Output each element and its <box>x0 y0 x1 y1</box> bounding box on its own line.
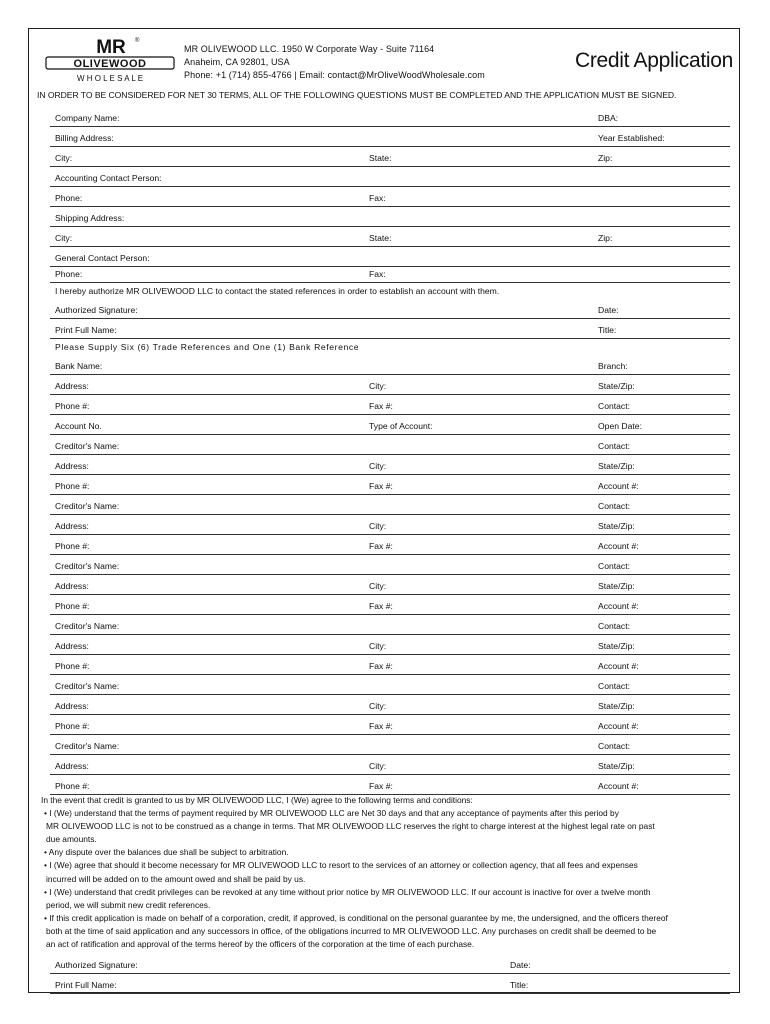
account-num-label: Account #: <box>598 721 639 731</box>
creditors-name-label: Creditor's Name: <box>55 621 120 631</box>
row-creditor-address[interactable] <box>50 575 730 595</box>
city-label: City: <box>369 381 387 391</box>
document-title: Credit Application <box>574 49 733 72</box>
zip-label: Zip: <box>598 153 613 163</box>
address-label: Address: <box>55 641 89 651</box>
term-revocation-line1: • I (We) understand that credit privileges can be revoked at any time without prior notice by MR OLIVEWOOD LLC. If our account is inactive for over a twelve month <box>44 886 651 897</box>
contact-label: Contact: <box>598 741 631 751</box>
row-billing-city[interactable] <box>50 147 730 167</box>
account-num-label: Account #: <box>598 661 639 671</box>
fax-num-label: Fax #: <box>369 781 393 791</box>
creditors-name-label: Creditor's Name: <box>55 681 120 691</box>
contact-label: Contact: <box>598 401 631 411</box>
state-zip-label: State/Zip: <box>598 461 635 471</box>
zip-label: Zip: <box>598 233 613 243</box>
logo-tag-text: W H O L E S A L E <box>76 74 144 83</box>
phone-label: Phone: <box>55 269 83 279</box>
date-label: Date: <box>598 305 619 315</box>
authorized-signature-label: Authorized Signature: <box>55 960 138 970</box>
row-final-print-name[interactable] <box>50 974 730 994</box>
final-signature-section <box>50 954 730 994</box>
row-authorized-signature[interactable] <box>50 299 730 319</box>
city-label: City: <box>369 581 387 591</box>
phone-num-label: Phone #: <box>55 541 90 551</box>
logo-sub-text: OLIVEWOOD <box>73 58 147 70</box>
year-established-label: Year Established: <box>598 133 665 143</box>
company-name-label: Company Name: <box>55 113 120 123</box>
row-creditor-address[interactable] <box>50 455 730 475</box>
billing-address-label: Billing Address: <box>55 133 114 143</box>
applicant-section <box>50 107 730 795</box>
fax-num-label: Fax #: <box>369 481 393 491</box>
date-label: Date: <box>510 960 531 970</box>
state-label: State: <box>369 233 392 243</box>
term-net30-line2: MR OLIVEWOOD LLC is not to be construed as a change in terms. That MR OLIVEWOOD LLC reserves the right to charge interest at the highest legal rate on past <box>46 821 655 832</box>
row-general-contact[interactable] <box>50 247 730 267</box>
row-shipping-address[interactable] <box>50 207 730 227</box>
print-full-name-label: Print Full Name: <box>55 980 117 990</box>
address-label: Address: <box>55 581 89 591</box>
row-creditor-name[interactable] <box>50 495 730 515</box>
account-num-label: Account #: <box>598 601 639 611</box>
term-arbitration: • Any dispute over the balances due shall be subject to arbitration. <box>44 847 289 858</box>
state-zip-label: State/Zip: <box>598 581 635 591</box>
state-zip-label: State/Zip: <box>598 641 635 651</box>
city-label: City: <box>369 701 387 711</box>
row-creditor-address[interactable] <box>50 515 730 535</box>
row-creditor-name[interactable] <box>50 735 730 755</box>
account-num-label: Account #: <box>598 781 639 791</box>
branch-label: Branch: <box>598 361 628 371</box>
fax-num-label: Fax #: <box>369 401 393 411</box>
contact-label: Contact: <box>598 441 631 451</box>
row-accounting-phone[interactable] <box>50 187 730 207</box>
print-full-name-label: Print Full Name: <box>55 325 117 335</box>
fax-label: Fax: <box>369 193 386 203</box>
row-bank-name[interactable] <box>50 355 730 375</box>
title-label: Title: <box>510 980 529 990</box>
fax-label: Fax: <box>369 269 386 279</box>
fax-num-label: Fax #: <box>369 541 393 551</box>
account-num-label: Account #: <box>598 541 639 551</box>
row-creditor-name[interactable] <box>50 675 730 695</box>
mr-olivewood-logo <box>41 35 181 85</box>
row-creditor-phone[interactable] <box>50 655 730 675</box>
company-address-line1: MR OLIVEWOOD LLC. 1950 W Corporate Way - Suite 71164 <box>184 44 435 54</box>
fax-num-label: Fax #: <box>369 601 393 611</box>
state-label: State: <box>369 153 392 163</box>
address-label: Address: <box>55 461 89 471</box>
row-bank-account[interactable] <box>50 415 730 435</box>
title-label: Title: <box>598 325 617 335</box>
address-label: Address: <box>55 521 89 531</box>
contact-label: Contact: <box>598 561 631 571</box>
row-shipping-city[interactable] <box>50 227 730 247</box>
authorization-statement: I hereby authorize MR OLIVEWOOD LLC to contact the stated references in order to establish an account with them. <box>55 286 500 296</box>
row-creditor-phone[interactable] <box>50 535 730 555</box>
type-of-account-label: Type of Account: <box>369 421 433 431</box>
creditors-name-label: Creditor's Name: <box>55 741 120 751</box>
row-creditor-name[interactable] <box>50 435 730 455</box>
phone-label: Phone: <box>55 193 83 203</box>
dba-label: DBA: <box>598 113 619 123</box>
bank-name-label: Bank Name: <box>55 361 103 371</box>
row-creditor-phone[interactable] <box>50 715 730 735</box>
city-label: City: <box>55 233 73 243</box>
contact-label: Contact: <box>598 681 631 691</box>
logo-registered-mark: ® <box>135 38 140 44</box>
address-label: Address: <box>55 761 89 771</box>
credit-application-page <box>28 28 740 993</box>
phone-num-label: Phone #: <box>55 481 90 491</box>
term-guarantee-line2: both at the time of said application and any successors in office, of the obligations incurred to MR OLIVEWOOD LLC. Any purchases on credit shall be deemed to be <box>46 925 657 936</box>
term-guarantee-line3: an act of ratification and approval of the terms hereof by the officers of the corporation at the time of each purchase. <box>46 939 475 950</box>
row-final-signature[interactable] <box>50 954 730 974</box>
city-label: City: <box>369 461 387 471</box>
city-label: City: <box>369 761 387 771</box>
accounting-contact-label: Accounting Contact Person: <box>55 173 162 183</box>
row-creditor-address[interactable] <box>50 695 730 715</box>
open-date-label: Open Date: <box>598 421 642 431</box>
references-heading: Please Supply Six (6) Trade References and One (1) Bank Reference <box>55 342 360 352</box>
term-collection-line2: incurred will be added on to the amount owed and shall be paid by us. <box>46 873 306 884</box>
account-no-label: Account No. <box>55 421 102 431</box>
row-creditor-name[interactable] <box>50 555 730 575</box>
phone-num-label: Phone #: <box>55 661 90 671</box>
state-zip-label: State/Zip: <box>598 521 635 531</box>
row-creditor-phone[interactable] <box>50 595 730 615</box>
row-bank-phone[interactable] <box>50 395 730 415</box>
row-company-name[interactable] <box>50 107 730 127</box>
address-label: Address: <box>55 381 89 391</box>
logo-main-text: MR <box>96 37 126 58</box>
row-bank-address[interactable] <box>50 375 730 395</box>
creditors-name-label: Creditor's Name: <box>55 441 120 451</box>
creditors-name-label: Creditor's Name: <box>55 561 120 571</box>
term-collection-line1: • I (We) agree that should it become necessary for MR OLIVEWOOD LLC to resort to the services of an attorney or collection agency, that all fees and expenses <box>44 860 638 871</box>
term-revocation-line2: period, we will submit new credit references. <box>46 899 211 910</box>
city-label: City: <box>369 641 387 651</box>
contact-label: Contact: <box>598 501 631 511</box>
row-general-phone[interactable] <box>50 267 730 283</box>
row-creditor-phone[interactable] <box>50 775 730 795</box>
row-creditor-address[interactable] <box>50 755 730 775</box>
phone-num-label: Phone #: <box>55 601 90 611</box>
row-accounting-contact[interactable] <box>50 167 730 187</box>
instructions-banner: IN ORDER TO BE CONSIDERED FOR NET 30 TERMS, ALL OF THE FOLLOWING QUESTIONS MUST BE COMPLETED AND THE APPLICATION MUST BE SIGNED. <box>37 90 677 100</box>
contact-label: Contact: <box>598 621 631 631</box>
row-creditor-name[interactable] <box>50 615 730 635</box>
term-net30-line1: • I (We) understand that the terms of payment required by MR OLIVEWOOD LLC are Net 30 days and that any acceptance of payments after this period by <box>44 808 619 819</box>
account-num-label: Account #: <box>598 481 639 491</box>
terms-and-conditions <box>41 794 731 951</box>
fax-num-label: Fax #: <box>369 661 393 671</box>
company-contact-line: Phone: +1 (714) 855-4766 | Email: contact@MrOliveWoodWholesale.com <box>184 70 485 80</box>
phone-num-label: Phone #: <box>55 721 90 731</box>
authorized-signature-label: Authorized Signature: <box>55 305 138 315</box>
row-authorization-text <box>50 283 730 299</box>
city-label: City: <box>369 521 387 531</box>
state-zip-label: State/Zip: <box>598 761 635 771</box>
fax-num-label: Fax #: <box>369 721 393 731</box>
shipping-address-label: Shipping Address: <box>55 213 125 223</box>
city-label: City: <box>55 153 73 163</box>
row-references-heading <box>50 339 730 355</box>
phone-num-label: Phone #: <box>55 781 90 791</box>
row-billing-address[interactable] <box>50 127 730 147</box>
row-creditor-phone[interactable] <box>50 475 730 495</box>
creditors-name-label: Creditor's Name: <box>55 501 120 511</box>
company-info <box>184 43 485 82</box>
state-zip-label: State/Zip: <box>598 701 635 711</box>
general-contact-label: General Contact Person: <box>55 253 150 263</box>
row-creditor-address[interactable] <box>50 635 730 655</box>
term-net30-line3: due amounts. <box>46 834 97 845</box>
state-zip-label: State/Zip: <box>598 381 635 391</box>
term-guarantee-line1: • If this credit application is made on behalf of a corporation, credit, if approved, is conditional on the personal guarantee by me, the undersigned, and the officers thereof <box>44 912 668 923</box>
address-label: Address: <box>55 701 89 711</box>
header <box>29 29 739 89</box>
terms-intro: In the event that credit is granted to us by MR OLIVEWOOD LLC, I (We) agree to the following terms and conditions: <box>41 795 473 805</box>
row-print-name[interactable] <box>50 319 730 339</box>
company-address-line2: Anaheim, CA 92801, USA <box>184 57 290 67</box>
phone-num-label: Phone #: <box>55 401 90 411</box>
